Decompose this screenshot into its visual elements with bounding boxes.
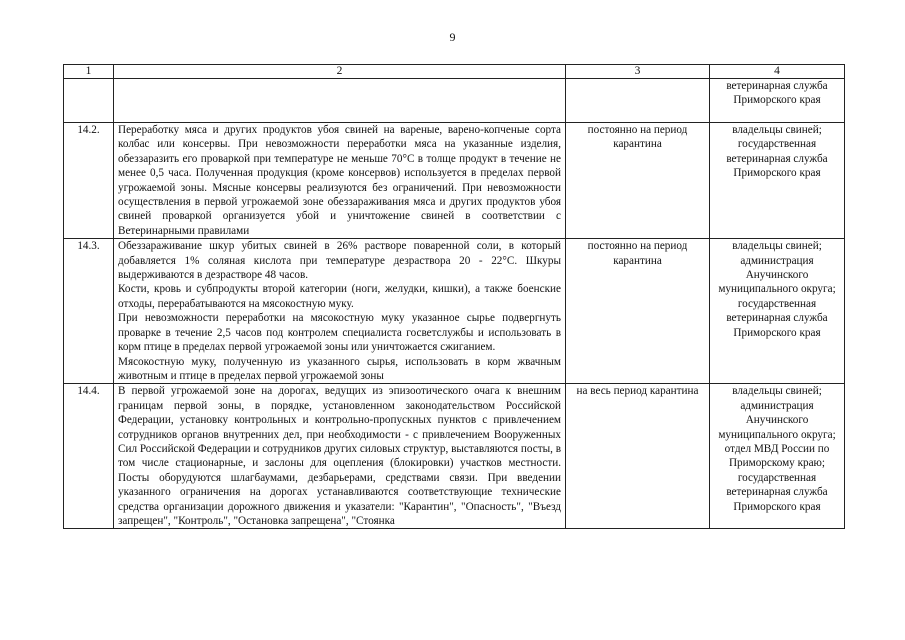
responsible-line: ветеринарная служба [726, 152, 828, 165]
responsible-line: Приморскому краю; [728, 457, 826, 470]
table-row [64, 239, 845, 384]
measure-paragraph: Обеззараживание шкур убитых свиней в 26% растворе поваренной соли, в который добавляется 1% соляная кислота при температуре дезраствора 20 - 22°С. Шкуры выдерживаются в дезрастворе 48 часов. [118, 240, 561, 282]
measure-text [114, 384, 566, 529]
column-header-2: 2 [114, 65, 566, 79]
measure-period: на весь период карантина [566, 384, 710, 529]
responsible-line: отдел МВД России по [724, 442, 830, 455]
measure-paragraph: В первой угрожаемой зоне на дорогах, ведущих из эпизоотического очага к внешним границам первой зоны, в порядке, установленном законодательством Российской Федерации, установку контрольных и контрольно-пропускных пунктов с привлечением сотрудников органов внутренних дел, при необходимости - с привлечением Вооруженных Сил Российской Федерации и сотрудников других силовых структур, выставляются посты, в том числе стационарные, и заслоны для оцепления (блокировки) участков местности. Посты оборудуются шлагбаумами, дезбарьерами, средствами связи. При введении указанного ограничения на дорогах устанавливаются соответствующие технические средства организации дорожного движения и указатели: "Карантин", "Опасность", "Въезд запрещен", "Контроль", "Остановка запрещена", "Стоянка [118, 385, 561, 527]
measure-responsible [710, 239, 845, 384]
page-number: 9 [449, 30, 456, 44]
table-row [64, 384, 845, 529]
measure-period: постоянно на период карантина [566, 239, 710, 384]
responsible-line: ветеринарная служба [726, 312, 828, 325]
responsible-line: ветеринарная служба [726, 80, 828, 92]
measure-paragraph: Переработку мяса и других продуктов убоя свиней на вареные, варено-копченые сорта колбас или консервы. При невозможности переработки мяса на указанные изделия, обеззаразить его проваркой при температуре не меньше 70°С в толще продукт в течение не менее 0,5 часа. Полученная продукция (кроме консервов) используется в пределах первой угрожаемой зоны. Мясные консервы реализуются без ограничений. При невозможности осуществления в первой угрожаемой зоне обеззараживания мяса и других продуктов убоя свиней проваркой организуется убой и уничтожение свиней в соответствии с Ветеринарными правилами [118, 124, 561, 237]
measure-responsible [710, 123, 845, 239]
item-number: 14.4. [64, 384, 114, 529]
cell-period [566, 79, 710, 123]
table-row [64, 123, 845, 239]
column-header-1: 1 [64, 65, 114, 79]
measure-paragraph: Кости, кровь и субпродукты второй категории (ноги, желудки, кишки), а также боенские отходы, перерабатываются на мясокостную муку. [118, 283, 561, 310]
cell-num [64, 79, 114, 123]
measure-paragraph: При невозможности переработки на мясокостную муку указанное сырье подвергнуть проварке в течение 2,5 часов под контролем специалиста госветслужбы и использовать в корм птице в пределах первой угрожаемой зоны или уничтожается сжиганием. [118, 312, 561, 354]
responsible-line: владельцы свиней; [732, 124, 822, 136]
responsible-line: Приморского края [733, 500, 821, 513]
responsible-line: муниципального округа; [718, 283, 836, 296]
item-number: 14.3. [64, 239, 114, 384]
column-header-4: 4 [710, 65, 845, 79]
cell-text [114, 79, 566, 123]
column-header-3: 3 [566, 65, 710, 79]
responsible-line: государственная [737, 138, 817, 151]
responsible-line: государственная [737, 471, 817, 484]
item-number: 14.2. [64, 123, 114, 239]
measure-text [114, 239, 566, 384]
responsible-line: ветеринарная служба [726, 486, 828, 499]
responsible-line: администрация [740, 399, 814, 412]
table-row-continued [64, 79, 845, 123]
measure-responsible [710, 384, 845, 529]
responsible-line: Приморского края [733, 167, 821, 180]
responsible-line: владельцы свиней; [732, 385, 822, 398]
measure-paragraph: Мясокостную муку, полученную из указанного сырья, использовать в корм жвачным животным и птице в пределах первой угрожаемой зоны [118, 355, 561, 382]
measure-period: постоянно на период карантина [566, 123, 710, 239]
table-header-row [64, 65, 845, 79]
measures-table [63, 64, 845, 529]
responsible-line: администрация [740, 254, 814, 267]
responsible-line: Анучинского [745, 269, 809, 282]
responsible-line: Анучинского [745, 414, 809, 427]
responsible-line: Приморского края [733, 326, 821, 339]
responsible-line: муниципального округа; [718, 428, 836, 441]
responsible-line: Приморского края [733, 94, 821, 107]
responsible-line: государственная [737, 297, 817, 310]
cell-responsible [710, 79, 845, 123]
measure-text [114, 123, 566, 239]
responsible-line: владельцы свиней; [732, 240, 822, 253]
